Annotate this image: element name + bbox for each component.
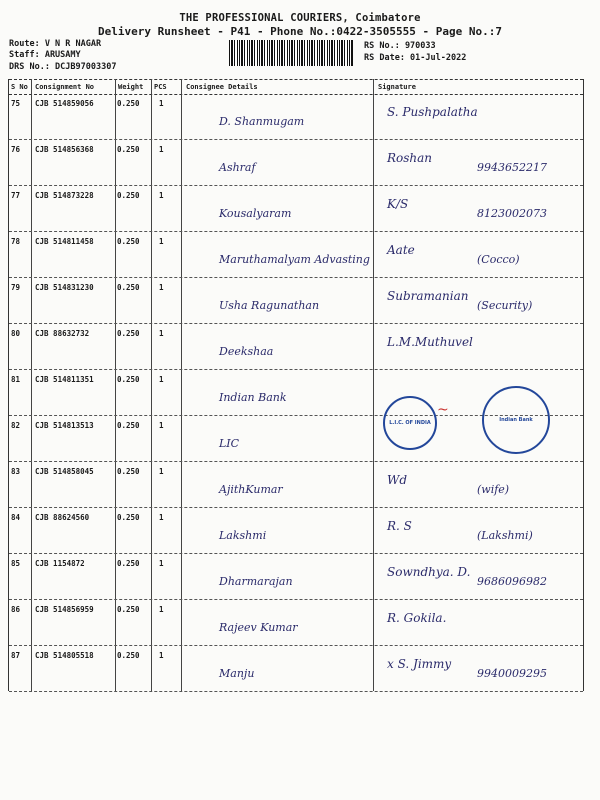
row-consignment-no: CJB 514813513 [35, 421, 94, 430]
company-title: THE PROFESSIONAL COURIERS, Coimbatore [179, 12, 421, 24]
row-signature-note: (wife) [477, 483, 510, 496]
row-signature-note: 9686096982 [477, 575, 547, 588]
row-consignment-no: CJB 88632732 [35, 329, 90, 338]
row-sno: 87 [11, 651, 21, 660]
row-consignment-no: CJB 514811458 [35, 237, 94, 246]
row-pcs: 1 [159, 651, 164, 660]
row-consignment-no: CJB 514831230 [35, 283, 94, 292]
row-sno: 76 [11, 145, 21, 154]
col-weight: Weight [118, 83, 144, 91]
row-consignee: D. Shanmugam [219, 115, 305, 128]
row-sno: 78 [11, 237, 21, 246]
row-consignment-no: CJB 1154872 [35, 559, 85, 568]
row-signature: Subramanian [387, 289, 469, 303]
staff-label: Staff: ARUSAMY [9, 50, 81, 60]
table-row [9, 323, 583, 370]
runsheet-subtitle: Delivery Runsheet - P41 - Phone No.:0422-3505555 - Page No.:7 [98, 25, 502, 38]
row-pcs: 1 [159, 283, 164, 292]
row-weight: 0.250 [117, 375, 140, 384]
row-weight: 0.250 [117, 145, 140, 154]
row-consignment-no: CJB 514811351 [35, 375, 94, 384]
row-pcs: 1 [159, 375, 164, 384]
row-sno: 77 [11, 191, 21, 200]
row-consignee: Maruthamalyam Advasting [219, 253, 370, 266]
row-signature-note: 9943652217 [477, 161, 547, 174]
row-weight: 0.250 [117, 467, 140, 476]
row-signature: Wd [387, 473, 408, 487]
row-consignee: Kousalyaram [219, 207, 292, 220]
col-consignee: Consignee Details [186, 83, 258, 91]
row-signature: R. Gokila. [387, 611, 447, 625]
row-weight: 0.250 [117, 559, 140, 568]
row-sno: 83 [11, 467, 21, 476]
row-consignee: Deekshaa [219, 345, 274, 358]
row-consignment-no: CJB 88624560 [35, 513, 90, 522]
row-weight: 0.250 [117, 651, 140, 660]
row-consignee: Dharmarajan [219, 575, 293, 588]
row-consignee: Lakshmi [219, 529, 267, 542]
row-sno: 84 [11, 513, 21, 522]
red-signature-mark: ~ [437, 402, 449, 418]
row-weight: 0.250 [117, 191, 140, 200]
row-signature-note: (Lakshmi) [477, 529, 533, 542]
row-consignment-no: CJB 514858045 [35, 467, 94, 476]
row-consignment-no: CJB 514805518 [35, 651, 94, 660]
row-signature-note: 8123002073 [477, 207, 547, 220]
route-label: Route: V N R NAGAR [9, 39, 102, 49]
row-weight: 0.250 [117, 99, 140, 108]
runsheet-table [8, 79, 584, 691]
row-consignee: Manju [219, 667, 255, 680]
row-pcs: 1 [159, 99, 164, 108]
row-sno: 81 [11, 375, 21, 384]
row-pcs: 1 [159, 467, 164, 476]
table-row [9, 277, 583, 324]
row-signature-note: (Security) [477, 299, 533, 312]
row-weight: 0.250 [117, 329, 140, 338]
row-pcs: 1 [159, 513, 164, 522]
row-sno: 75 [11, 99, 21, 108]
row-weight: 0.250 [117, 283, 140, 292]
table-row [9, 185, 583, 232]
row-pcs: 1 [159, 559, 164, 568]
rs-number: RS No.: 970033 [364, 41, 436, 51]
row-consignee: Indian Bank [219, 391, 287, 404]
table-row [9, 139, 583, 186]
row-signature: Sowndhya. D. [387, 565, 471, 579]
row-consignment-no: CJB 514856368 [35, 145, 94, 154]
row-pcs: 1 [159, 145, 164, 154]
drs-number: DRS No.: DCJB97003307 [9, 62, 117, 72]
row-consignee: Usha Ragunathan [219, 299, 320, 312]
table-row [9, 93, 583, 140]
row-signature: K/S [387, 197, 409, 211]
row-signature: Roshan [387, 151, 433, 165]
col-pcs: PCS [154, 83, 167, 91]
row-weight: 0.250 [117, 513, 140, 522]
row-signature: S. Pushpalatha [387, 105, 478, 119]
barcode [229, 40, 353, 66]
lic-stamp: L.I.C. OF INDIA [383, 396, 437, 450]
row-consignee: AjithKumar [219, 483, 283, 496]
row-signature: x S. Jimmy [387, 657, 452, 671]
row-signature: R. S [387, 519, 412, 533]
row-signature-note: 9940009295 [477, 667, 547, 680]
table-row [9, 507, 583, 554]
bank-stamp: Indian Bank [482, 386, 550, 454]
row-signature-note: (Cocco) [477, 253, 520, 266]
col-consignment: Consignment No [35, 83, 95, 91]
row-sno: 82 [11, 421, 21, 430]
row-consignment-no: CJB 514856959 [35, 605, 94, 614]
row-sno: 79 [11, 283, 21, 292]
row-pcs: 1 [159, 191, 164, 200]
table-row [9, 553, 583, 600]
row-consignee: Ashraf [219, 161, 256, 174]
row-consignment-no: CJB 514873228 [35, 191, 94, 200]
col-sno: S No [11, 83, 28, 91]
row-weight: 0.250 [117, 421, 140, 430]
row-signature: L.M.Muthuvel [387, 335, 473, 349]
row-pcs: 1 [159, 421, 164, 430]
row-sno: 86 [11, 605, 21, 614]
row-weight: 0.250 [117, 605, 140, 614]
table-row [9, 599, 583, 646]
row-consignment-no: CJB 514859056 [35, 99, 94, 108]
row-sno: 85 [11, 559, 21, 568]
row-weight: 0.250 [117, 237, 140, 246]
rs-date: RS Date: 01-Jul-2022 [364, 53, 467, 63]
table-row [9, 645, 583, 692]
table-row [9, 231, 583, 278]
row-consignee: LIC [219, 437, 240, 450]
row-pcs: 1 [159, 237, 164, 246]
table-row [9, 461, 583, 508]
row-consignee: Rajeev Kumar [219, 621, 298, 634]
row-pcs: 1 [159, 605, 164, 614]
row-signature: Aate [387, 243, 415, 257]
row-pcs: 1 [159, 329, 164, 338]
row-sno: 80 [11, 329, 21, 338]
col-signature: Signature [378, 83, 416, 91]
